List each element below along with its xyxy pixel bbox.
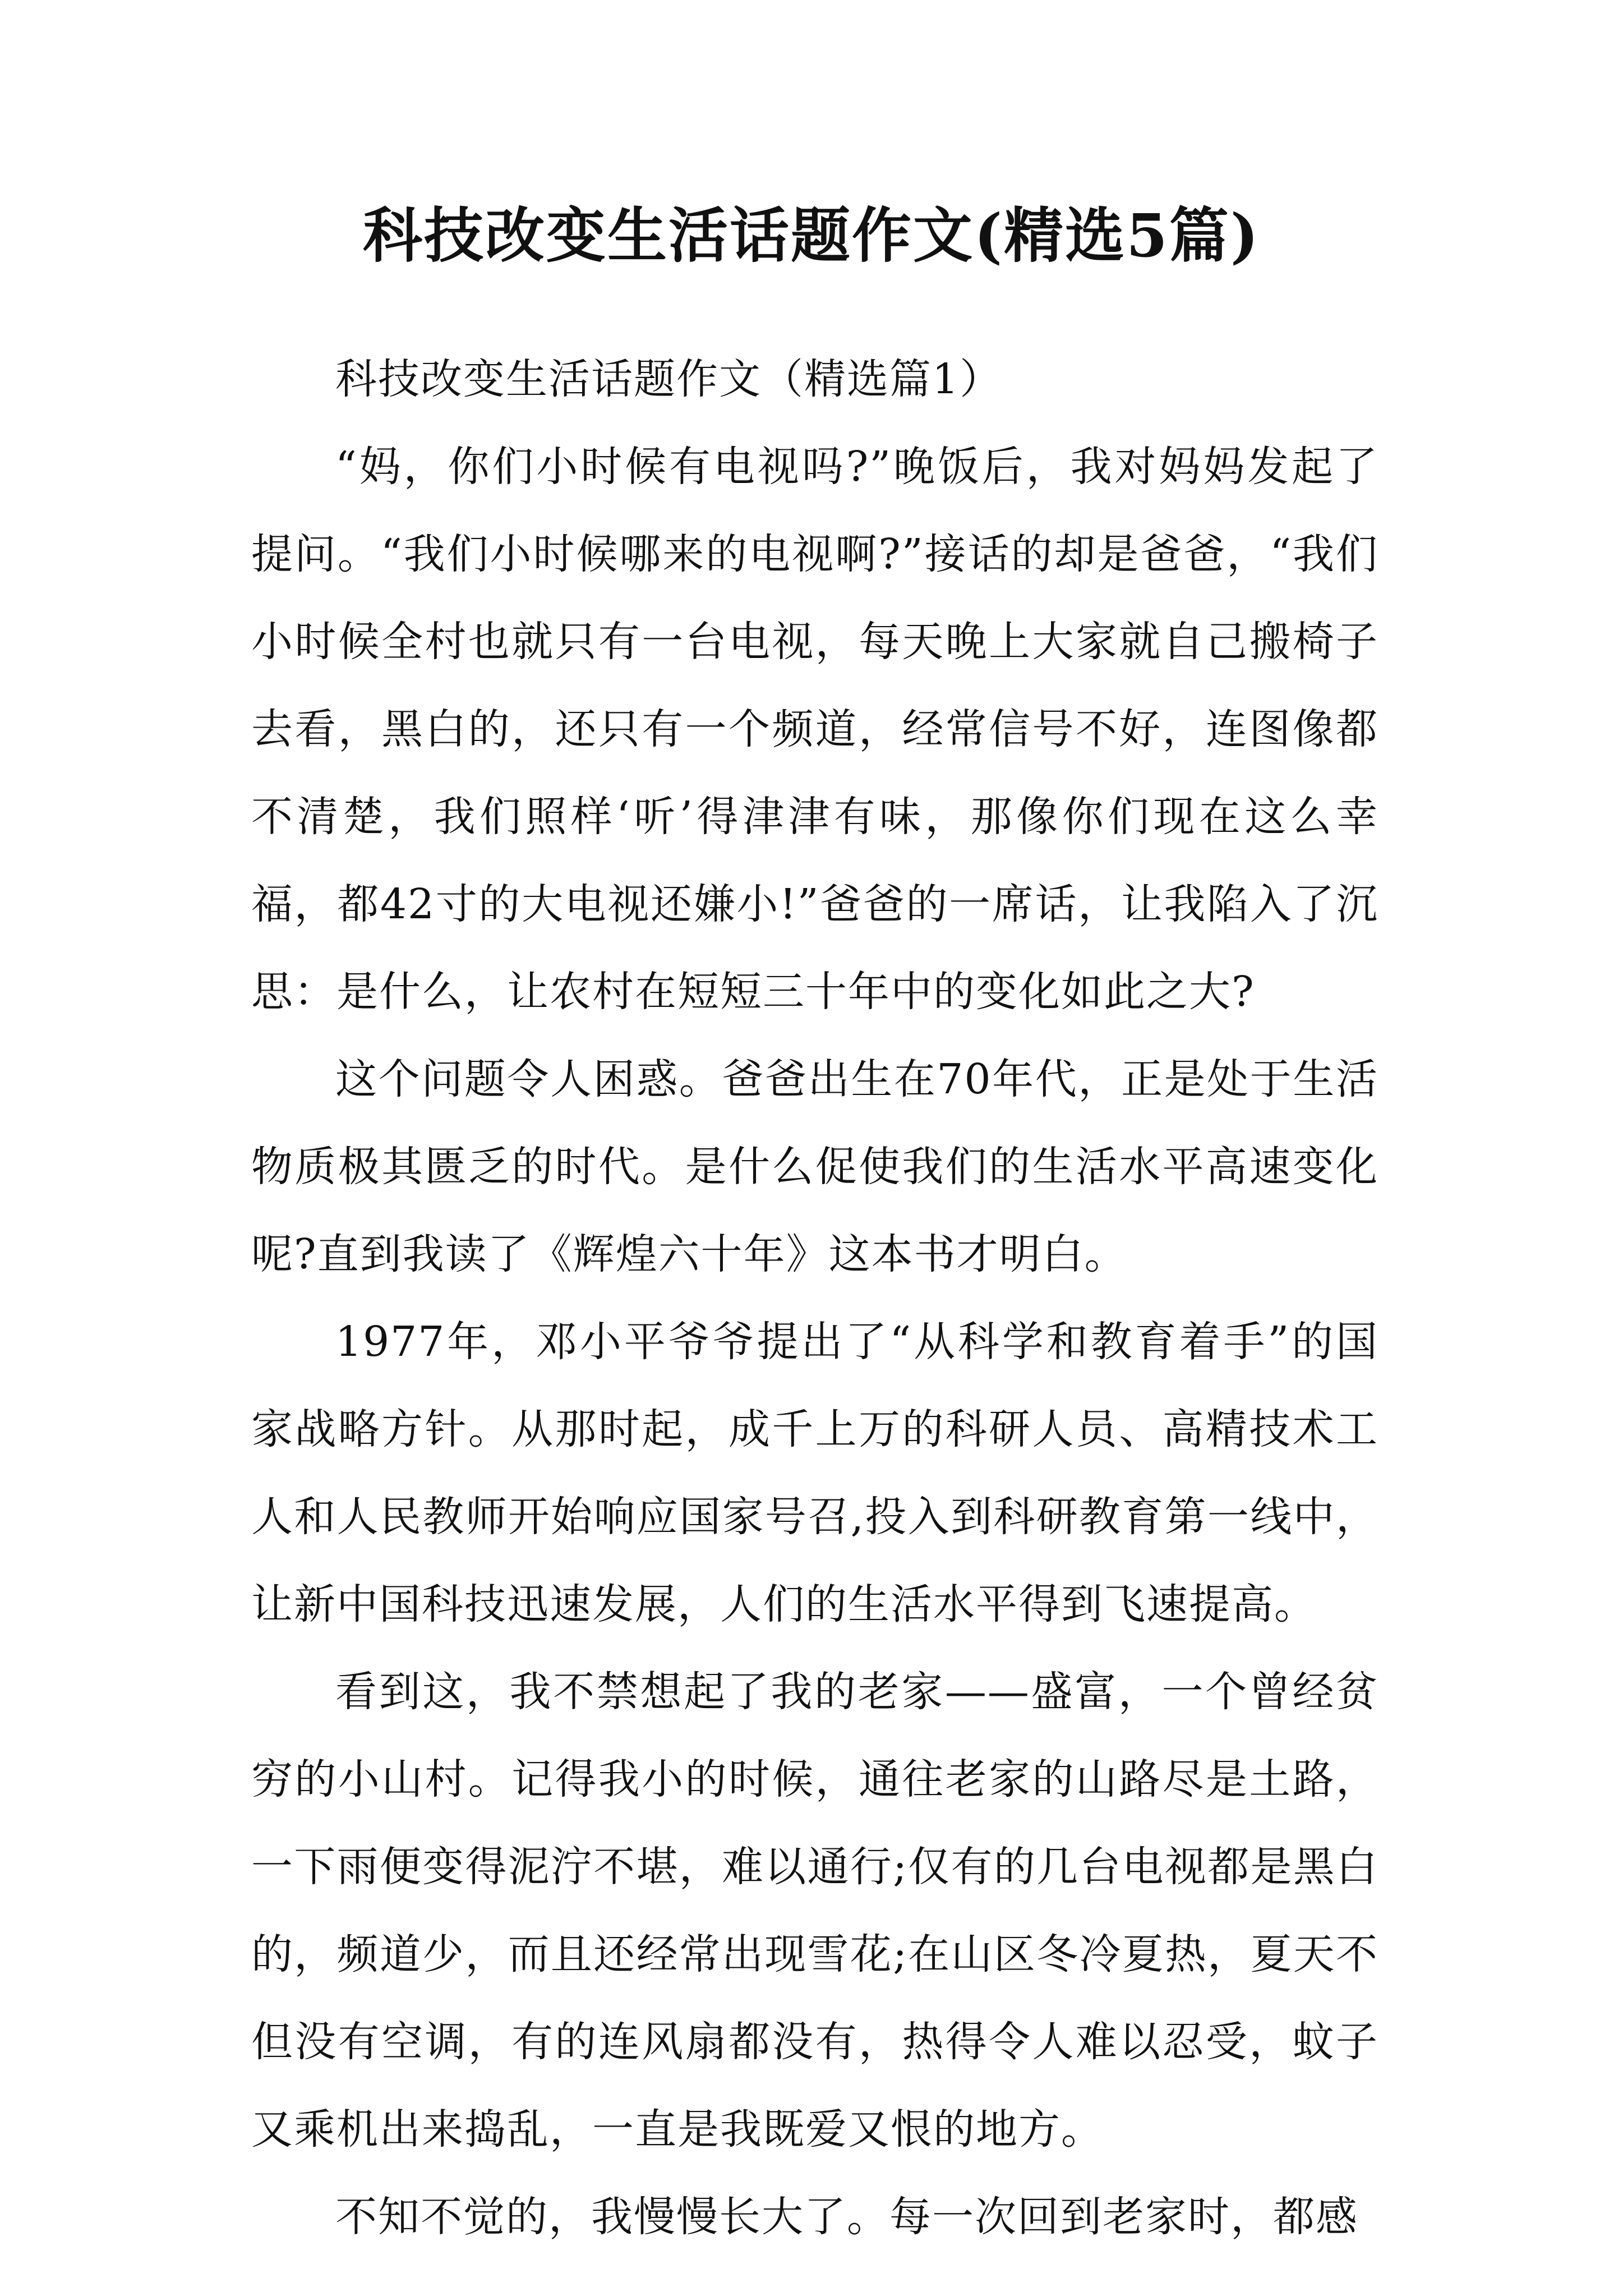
document-title: 科技改变生活话题作文(精选5篇) <box>362 200 1261 270</box>
paragraph-1: “妈，你们小时候有电视吗?”晚饭后，我对妈妈发起了提问。“我们小时候哪来的电视啊?”接话的却是爸爸，“我们小时候全村也就只有一台电视，每天晚上大家就自己搬椅子去看，黑白的，还只有一个频道，经常信号不好，连图像都不清楚，我们照样‘听’得津津有味，那像你们现在这么幸福，都42寸的大电视还嫌小!”爸爸的一席话，让我陷入了沉思：是什么，让农村在短短三十年中的变化如此之大? <box>251 443 1378 1016</box>
paragraph-2: 这个问题令人困惑。爸爸出生在70年代，正是处于生活物质极其匮乏的时代。是什么促使我们的生活水平高速变化呢?直到我读了《辉煌六十年》这本书才明白。 <box>251 1055 1378 1278</box>
section-heading: 科技改变生活话题作文（精选篇1） <box>335 355 1003 403</box>
paragraph-4: 看到这，我不禁想起了我的老家——盛富，一个曾经贫穷的小山村。记得我小的时候，通往老家的山路尽是土路，一下雨便变得泥泞不堪，难以通行;仅有的几台电视都是黑白的，频道少，而且还经常出现雪花;在山区冬冷夏热，夏天不但没有空调，有的连风扇都没有，热得令人难以忍受，蚊子又乘机出来捣乱，一直是我既爱又恨的地方。 <box>251 1668 1378 2154</box>
document-body <box>251 335 1378 2261</box>
paragraph-5: 不知不觉的，我慢慢长大了。每一次回到老家时，都感 <box>335 2193 1358 2241</box>
paragraph-3: 1977年，邓小平爷爷提出了“从科学和教育着手”的国家战略方针。从那时起，成千上万的科研人员、高精技术工人和人民教师开始响应国家号召,投入到科研教育第一线中，让新中国科技迅速发展，人们的生活水平得到飞速提高。 <box>251 1318 1378 1628</box>
